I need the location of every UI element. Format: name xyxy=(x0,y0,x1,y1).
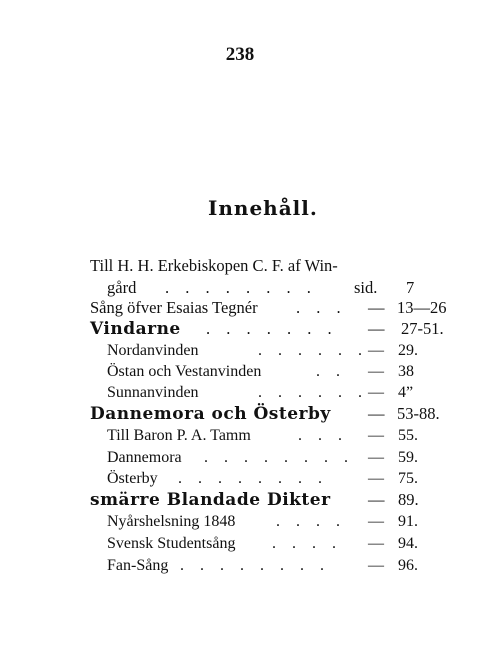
toc-entry-label: Till Baron P. A. Tamm xyxy=(107,427,251,444)
toc-entry xyxy=(90,256,470,276)
toc-entry-label: Fan-Sång xyxy=(107,557,169,574)
toc-leader-dots: . . . . . . . . xyxy=(180,557,330,574)
toc-entry xyxy=(0,383,480,403)
toc-page-ref: 29. xyxy=(398,342,418,359)
toc-leader-dots: . . . xyxy=(296,298,347,317)
toc-page-ref: 59. xyxy=(398,449,418,466)
toc-entry xyxy=(0,362,480,382)
toc-page-ref: 27-51. xyxy=(401,319,444,338)
toc-entry xyxy=(0,534,480,554)
toc-leader-dots: . . . . xyxy=(276,513,346,530)
toc-entry-label-continuation: gård xyxy=(107,278,137,297)
toc-page-ref: 55. xyxy=(398,427,418,444)
toc-entry-label: Österby xyxy=(107,470,158,487)
toc-dash: — xyxy=(368,298,385,317)
toc-page-ref: 96. xyxy=(398,557,418,574)
toc-leader-dots: . . . . . . . . xyxy=(204,449,354,466)
toc-dash: — xyxy=(368,535,384,552)
toc-page-ref: 91. xyxy=(398,513,418,530)
toc-section-label: Vindarne xyxy=(90,319,181,339)
toc-entry-label: Sunnanvinden xyxy=(107,384,199,401)
toc-page-ref: 7 xyxy=(406,278,415,297)
toc-leader-dots: . . . . xyxy=(272,535,342,552)
toc-leader-dots: . . xyxy=(316,363,346,380)
toc-entry-label: Dannemora xyxy=(107,449,182,466)
toc-dash: — xyxy=(368,513,384,530)
toc-entry xyxy=(0,341,480,361)
toc-section xyxy=(0,490,480,510)
toc-dash: — xyxy=(368,449,384,466)
toc-entry-label: Nordanvinden xyxy=(107,342,199,359)
toc-dash: — xyxy=(368,557,384,574)
toc-entry-continuation xyxy=(0,278,480,298)
page-number: 238 xyxy=(225,44,255,65)
toc-entry-label: Sång öfver Esaias Tegnér xyxy=(90,298,258,317)
toc-page-ref: 53-88. xyxy=(397,404,440,423)
toc-dash: — xyxy=(368,490,385,509)
toc-entry-label: Till H. H. Erkebiskopen C. F. af Win- xyxy=(90,256,338,275)
toc-page-ref: 4” xyxy=(398,384,414,401)
toc-section xyxy=(0,404,480,424)
toc-entry xyxy=(0,512,480,532)
toc-leader-dots: . . . . . . . xyxy=(206,319,338,338)
toc-page-ref: 38 xyxy=(398,363,414,380)
toc-dash: — xyxy=(368,470,384,487)
toc-leader-dots: . . . . . . xyxy=(258,342,368,359)
toc-entry-label: Svensk Studentsång xyxy=(107,535,236,552)
toc-dash: — xyxy=(368,384,384,401)
toc-entry xyxy=(0,298,480,318)
toc-dash: — xyxy=(368,342,384,359)
toc-entry xyxy=(0,426,480,446)
toc-entry xyxy=(0,556,480,576)
toc-entry-label: Nyårshelsning 1848 xyxy=(107,513,236,530)
toc-dash: — xyxy=(368,319,385,338)
toc-entry-label: Östan och Vestanvinden xyxy=(107,363,262,380)
toc-page-ref: 94. xyxy=(398,535,418,552)
toc-leader-dots: . . . . . . . . xyxy=(165,278,317,297)
toc-page-ref: 75. xyxy=(398,470,418,487)
toc-leader-dots: . . . . . . xyxy=(258,384,368,401)
toc-dash: — xyxy=(368,363,384,380)
toc-page-ref: 89. xyxy=(398,490,419,509)
toc-section xyxy=(0,319,480,339)
toc-dash: — xyxy=(368,427,384,444)
toc-entry xyxy=(0,448,480,468)
toc-leader-dots: . . . xyxy=(298,427,348,444)
toc-leader-dots: . . . . . . . . xyxy=(178,470,328,487)
toc-dash: — xyxy=(368,404,385,423)
toc-entry xyxy=(0,469,480,489)
toc-sid-label: sid. xyxy=(354,278,378,297)
toc-page-ref: 13—26 xyxy=(397,298,447,317)
toc-section-label: Dannemora och Österby xyxy=(90,404,331,424)
page-title: Innehåll. xyxy=(208,196,318,220)
toc-section-label: smärre Blandade Dikter xyxy=(90,490,331,510)
